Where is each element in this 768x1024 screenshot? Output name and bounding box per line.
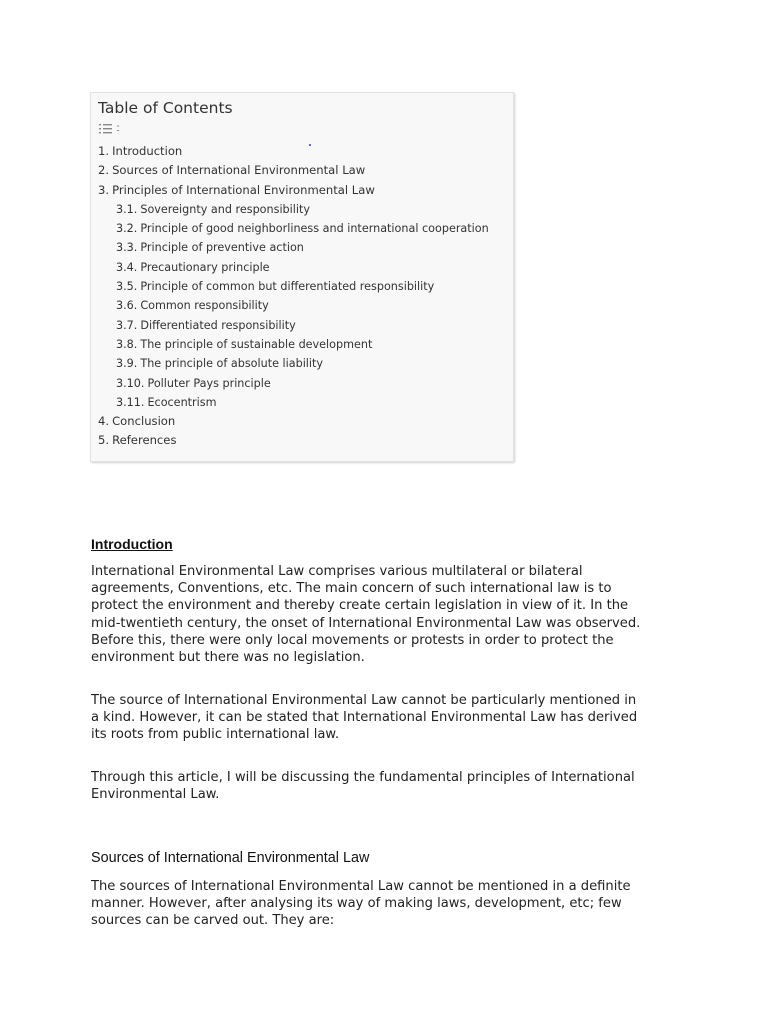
decorative-dot (309, 144, 311, 146)
toc-item-label: Ecocentrism (147, 395, 217, 409)
toc-item-number: 3.2. (116, 222, 138, 236)
sources-paragraph-1: The sources of International Environmental Law cannot be mentioned in a definite manner. However, after analysing its way of making laws, development, etc; few sources can be carved out. They are: (91, 879, 631, 929)
toc-item-label: Differentiated responsibility (140, 318, 296, 332)
toc-item[interactable] (98, 142, 513, 161)
toc-item[interactable] (98, 200, 513, 219)
toc-item[interactable] (98, 431, 513, 450)
sources-heading: Sources of International Environmental Law (91, 850, 370, 866)
toc-item[interactable] (98, 258, 513, 277)
toc-title: Table of Contents (98, 99, 233, 117)
toc-item-label: Sources of International Environmental Law (112, 163, 366, 178)
toc-item[interactable] (98, 181, 513, 200)
toc-item-number: 5. (98, 433, 110, 448)
toc-item-number: 3.8. (116, 337, 138, 351)
toc-item[interactable] (98, 219, 513, 238)
toc-item-number: 3.11. (116, 395, 145, 409)
toc-item-label: The principle of absolute liability (140, 357, 324, 371)
toc-item[interactable] (98, 335, 513, 354)
toc-item[interactable] (98, 412, 513, 431)
toc-item[interactable] (98, 296, 513, 315)
toc-item-number: 3.7. (116, 318, 138, 332)
toc-list (98, 142, 513, 451)
toc-item[interactable] (98, 354, 513, 373)
toc-item-number: 3.3. (116, 241, 138, 255)
table-of-contents (90, 92, 514, 462)
toc-item[interactable] (98, 277, 513, 296)
toc-item-number: 3. (98, 182, 110, 197)
toc-item[interactable] (98, 393, 513, 412)
toc-item-number: 3.1. (116, 202, 138, 216)
toc-item-label: The principle of sustainable development (140, 337, 373, 351)
toc-item-number: 2. (98, 163, 110, 178)
toc-item-number: 3.5. (116, 280, 138, 294)
introduction-heading: Introduction (91, 536, 173, 552)
toc-item[interactable] (98, 238, 513, 257)
toc-item[interactable] (98, 374, 513, 393)
toc-item-label: Principle of preventive action (140, 241, 304, 255)
toc-item[interactable] (98, 316, 513, 335)
toc-item-label: Common responsibility (140, 299, 269, 313)
list-toggle-icon[interactable] (98, 121, 126, 137)
toc-item-label: Principle of common but differentiated responsibility (140, 280, 435, 294)
toc-item-number: 1. (98, 144, 110, 158)
toc-item-label: Precautionary principle (140, 260, 270, 274)
toc-item-label: Principle of good neighborliness and international cooperation (140, 222, 489, 236)
toc-item-label: Principles of International Environmental Law (112, 182, 375, 197)
toc-item-number: 3.4. (116, 260, 138, 274)
toc-item-label: References (112, 433, 177, 448)
toc-item[interactable] (98, 161, 513, 180)
toc-item-number: 3.6. (116, 299, 138, 313)
intro-paragraph-3: Through this article, I will be discussing the fundamental principles of International Environmental Law. (91, 770, 635, 803)
toc-item-label: Polluter Pays principle (147, 376, 271, 390)
toc-item-number: 3.9. (116, 357, 138, 371)
toc-item-label: Sovereignty and responsibility (140, 202, 310, 216)
intro-paragraph-2: The source of International Environmental Law cannot be particularly mentioned in a kind. However, it can be stated that International Environmental Law has derived its roots from public international law. (91, 693, 638, 743)
toc-item-number: 3.10. (116, 376, 145, 390)
toc-item-number: 4. (98, 414, 110, 429)
intro-paragraph-1: International Environmental Law comprises various multilateral or bilateral agreements, Conventions, etc. The main concern of such international law is to protect the environment and thereby create certain legislation in view of it. In the mid-twentieth century, the onset of International Environmental Law was observed. Before this, there were only local movements or protests in order to protect the environment but there was no legislation. (91, 564, 641, 666)
list-icon (98, 123, 122, 135)
toc-item-label: Introduction (112, 144, 183, 158)
toc-item-label: Conclusion (112, 414, 176, 429)
